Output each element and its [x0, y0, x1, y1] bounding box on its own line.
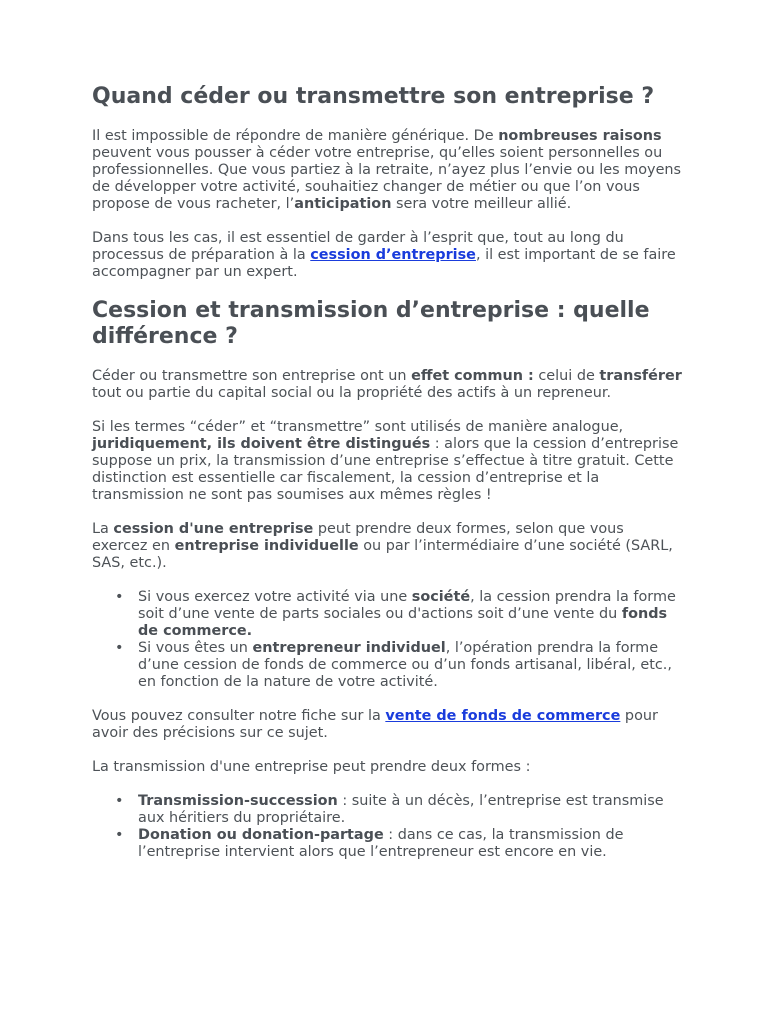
paragraph-fiche-text-after: pour avoir des précisions sur ce sujet. — [92, 708, 658, 741]
paragraph-deux-formes-cession: La cession d'une entreprise peut prendre deux formes, selon que vous exercez en entreprise individuelle ou par l’intermédiaire d’une société (SARL, SAS, etc.). — [92, 521, 673, 571]
emphasis-text: Donation ou donation-partage — [138, 827, 384, 843]
heading-quand-ceder: Quand céder ou transmettre son entreprise ? — [92, 84, 655, 109]
heading-cession-transmission: Cession et transmission d’entreprise : quelle différence ? — [92, 298, 650, 349]
link-vente-fonds-commerce[interactable]: vente de fonds de commerce — [385, 708, 621, 724]
bullet-icon: • — [115, 793, 124, 809]
list-item-text: Si vous êtes un entrepreneur individuel, l’opération prendra la forme d’une cession de fonds de commerce ou d’un fonds artisanal, libéral, etc., en fonction de la nature de votre activité. — [138, 640, 672, 690]
paragraph-raisons: Il est impossible de répondre de manière générique. De nombreuses raisons peuvent vous pousser à céder votre entreprise, qu’elles soient personnelles ou professionnelles. Que vous partiez à la retraite, n’ayez plus l’envie ou les moyens de développer votre activité, souhaitiez changer de métier ou que l’on vous propose de vous racheter, l’anticipation sera votre meilleur allié. — [92, 128, 682, 212]
paragraph-effet-commun: Céder ou transmettre son entreprise ont un effet commun : celui de transférer tout ou partie du capital social ou la propriété des actifs à un repreneur. — [92, 368, 682, 401]
emphasis-text: transférer — [599, 368, 682, 384]
link-cession-entreprise[interactable]: cession d’entreprise — [310, 247, 476, 263]
bullet-icon: • — [115, 827, 124, 843]
list-formes-transmission — [92, 793, 682, 861]
emphasis-text: société — [411, 589, 471, 605]
list-formes-cession — [92, 589, 682, 691]
paragraph-accompagnement-text-before: Dans tous les cas, il est essentiel de garder à l’esprit que, tout au long du processus de préparation à la — [92, 230, 624, 263]
paragraph-accompagnement — [92, 230, 682, 281]
emphasis-text: nombreuses raisons — [498, 128, 662, 144]
list-item — [115, 827, 682, 861]
list-item-text: Si vous exercez votre activité via une société, la cession prendra la forme soit d’une vente de parts sociales ou d'actions soit d’une vente du fonds de commerce. — [138, 589, 676, 639]
list-item — [115, 640, 682, 691]
paragraph-fiche-text-before: Vous pouvez consulter notre fiche sur la — [92, 708, 386, 724]
emphasis-text: entrepreneur individuel — [252, 640, 446, 656]
paragraph-distinction: Si les termes “céder” et “transmettre” sont utilisés de manière analogue, juridiquement, ils doivent être distingués : alors que la cession d’entreprise suppose un prix, la transmission d’une entreprise s’effectue à titre gratuit. Cette distinction est essentielle car fiscalement, la cession d’entreprise et la transmission ne sont pas soumises aux mêmes règles ! — [92, 419, 679, 503]
paragraph-accompagnement-text-after: , il est important de se faire accompagner par un expert. — [92, 247, 676, 280]
list-item — [115, 589, 682, 640]
paragraph-deux-formes-transmission: La transmission d'une entreprise peut prendre deux formes : — [92, 759, 531, 775]
list-item-text: Transmission-succession : suite à un décès, l’entreprise est transmise aux héritiers du propriétaire. — [138, 793, 664, 826]
emphasis-text: anticipation — [294, 196, 392, 212]
emphasis-text: Transmission-succession — [138, 793, 338, 809]
bullet-icon: • — [115, 589, 124, 605]
article-content — [92, 84, 682, 878]
list-item-text: Donation ou donation-partage : dans ce cas, la transmission de l’entreprise intervient alors que l’entrepreneur est encore en vie. — [138, 827, 624, 860]
bullet-icon: • — [115, 640, 124, 656]
list-item — [115, 793, 682, 827]
emphasis-text: fonds de commerce. — [138, 606, 668, 639]
emphasis-text: effet commun : — [411, 368, 534, 384]
paragraph-fiche-vente — [92, 708, 682, 742]
emphasis-text: juridiquement, ils doivent être distingués — [92, 436, 431, 452]
emphasis-text: cession d'une entreprise — [113, 521, 314, 537]
emphasis-text: entreprise individuelle — [174, 538, 359, 554]
